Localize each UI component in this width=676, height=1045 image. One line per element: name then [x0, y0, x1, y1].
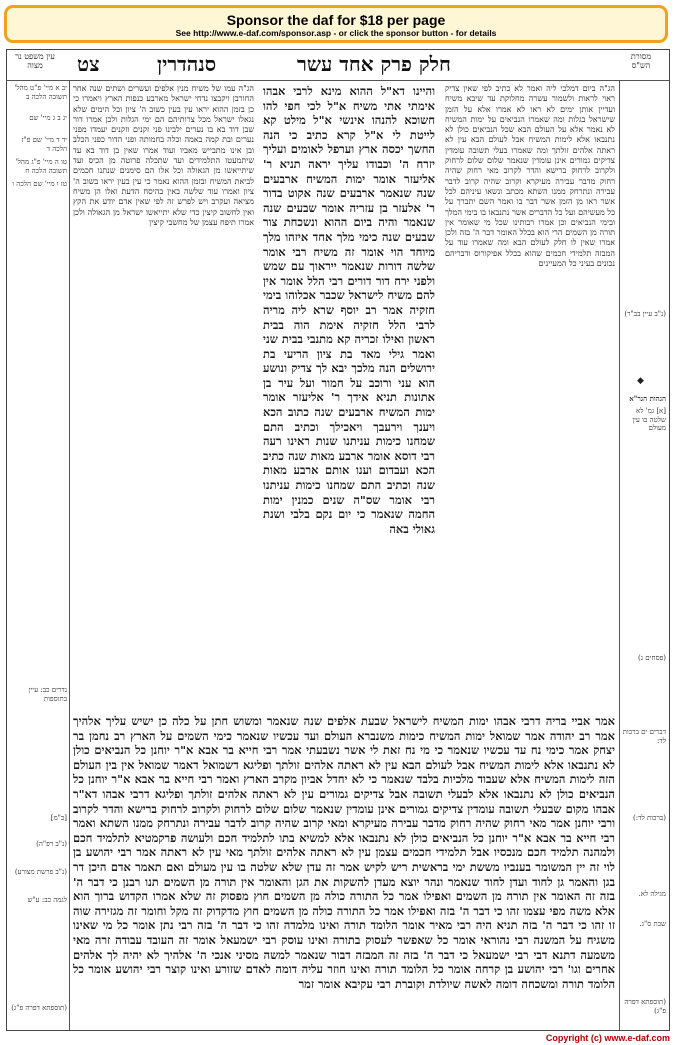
sponsor-banner-subtitle[interactable]: See http://www.e-daf.com/sponsor.asp - or click the sponsor button - for details: [175, 28, 497, 38]
ein-mishpat-note: יד ד מיי' שם פ"ז הלכה ד: [21, 136, 67, 153]
chapter-name: חלק פרק אחד עשר: [297, 52, 451, 76]
rashi-column: הג"ה ביום דמלכי ליה ואמר לא כתיב לפי שאין צדיק ראוי לראות ולשמור עשרה מחלוקת עד שיבא משיח ועדיין אותן ימים לא ראו לא אמרו אלא על הזמן שישראל בגלות ומה שאמרו הנביאים על ימות המשיח לא נאמר אלא על העולם הבא שכל הנביאים כולן לא נתנבאו אלא לימות המשיח אבל לעולם הבא עין לא ראתה אלהים זולתך ומה שאמרו בעלי תשובה עומדין צדיקים גמורים אינן עומדין שנאמר שלום שלום לרחוק ולקרוב לרחוק ברישא והדר לקרוב מאי רחוק שהיה רחוק מדבר עבירה מעיקרא וקרוב שהיה קרוב לדבר עבירה ונתרחק ממנו השתא מכתב ונשאו עיניהם לכל אשר ראו מן הזמן אשר דבר בו ואמר השם יתברך על כל מעשיהם ועל כל הדברים אשר נתנבאו בו בימי המלך ובימי הנביאים וכן אמרו רבותינו שכל מי שאומר אין תורה מן השמים הרי הוא בכלל האומר דבר ה' בזה ולכן אמרו שאין לו חלק לעולם הבא ומה שאמרו עוד על המבזה תלמידי חכמים שהוא בכלל אפיקורוס ודבריהם נכונים בעיני כל המעיינים: [445, 84, 615, 269]
masoret-note: דברים ים ברכות לד:: [622, 728, 666, 745]
ein-mishpat-label: עין משפט נר מצוה: [15, 52, 55, 70]
ein-mishpat-note: נדרים כב: עיין בתוספות: [28, 686, 67, 703]
tosafot-column: הג"ה עמו של משיח מנין אלפים ועשרים ושתים שנה אחר החורבן ויקבצו נדחי ישראל מארבע כנפות הארץ ויאמרו כי כן בזמן ההוא יראו עין בעין כשוב ה' ציון וכל הימים שלא נגאלו ישראל מכל צרותיהם הם ימי הגלות ולכן אמרו דור שבן דוד בא בו נערים ילבינו פני זקנים וזקנים יעמדו מפני נערים ובת קמה באמה וכלה בחמותה ופני הדור כפני הכלב ובן אינו מתבייש מאביו ועוד אמרו שאין בן דוד בא עד שיתמעטו התלמידים ועד שתכלה פרוטה מן הכיס ועד שיתייאשו מן הגאולה וכל אלו הם סימנים שנתנו חכמים לביאת המשיח ובזמן ההוא נאמר כי עין בעין יראו בשוב ה' ציון ואמרו עוד שלשה באין בהיסח הדעת ואלו הן משיח מציאה ועקרב ויש לפרש זה לפי שאין אדם יודע את הקץ ואין לחשוב קיצין כדי שלא יתייאשו ישראל מן הגאולה ולכן אמרו תיפח עצמן של מחשבי קיצין: [73, 84, 254, 227]
ein-mishpat-note: יב א מיי' פ"ט מהל' תשובה הלכה ב: [14, 84, 67, 101]
left-margin-divider: [69, 81, 70, 1031]
page-header: [7, 50, 669, 80]
ein-mishpat-note: טו ה מיי' פ"ג מהל' תשובה הלכה ח: [15, 158, 67, 175]
right-margin-divider: [619, 81, 620, 1031]
ein-mishpat-note: לגמה כב: ע"ש: [27, 896, 67, 904]
masoret-note: (תוספתא דפרה פ"ג): [624, 998, 666, 1015]
talmud-page: [6, 49, 670, 1031]
masoret-note: (פסחים נ): [638, 654, 666, 662]
header-divider: [7, 80, 669, 81]
ein-mishpat-note: יג ב ג מיי' שם: [29, 114, 67, 122]
page-number: צט: [77, 52, 100, 76]
masoret-hashas-label: מסורת הש"ס: [630, 52, 652, 70]
sponsor-banner-title[interactable]: Sponsor the daf for $18 per page: [226, 12, 446, 28]
masoret-note: מגילה לא.: [638, 890, 666, 898]
hagahot-title: הגהות הגר"א: [629, 394, 666, 403]
masoret-note: (ברכות לד:): [633, 814, 666, 822]
tractate-name: סנהדרין: [157, 52, 217, 76]
gemara-lower-block: אמר אביי בריה דרבי אבהו ימות המשיח לישראל שבעת אלפים שנה שנאמר ומשוש חתן על כלה כן ישיש עליך אלהיך אמר רב יהודה אמר שמואל ימות המשיח כימות משנברא העולם ועד עכשיו שנאמר כימי השמים על הארץ רב נחמן בר יצחק אמר כימי נח עד עכשיו שנאמר כי מי נח זאת לי אשר נשבעתי אמר רבי חייא בר אבא א"ר יוחנן כל הנביאים כולן לא נתנבאו אלא לימות המשיח אבל לעולם הבא עין לא ראתה אלהים זולתך ופליגא דשמואל דאמר שמואל אין בין העולם הזה לימות המשיח אלא שעבוד מלכיות בלבד שנאמר כי לא יחדל אביון מקרב הארץ ואמר רבי חייא בר אבא א"ר יוחנן כל הנביאים כולן לא נתנבאו אלא לבעלי תשובה אבל צדיקים גמורים עין לא ראתה אלהים זולתך ופליגא דרבי אבהו דא"ר אבהו מקום שבעלי תשובה עומדין צדיקים גמורים אינן עומדין שנאמר שלום שלום לרחוק ולקרוב לרחוק ברישא והדר לקרוב ורבי יוחנן אמר מאי רחוק שהיה רחוק מדבר עבירה מעיקרא ומאי קרוב שהיה קרוב לדבר עבירה ונתרחק ממנו השתא ואמר רבי חייא בר אבא א"ר יוחנן כל הנביאים כולן לא נתנבאו אלא למשיא בתו לתלמיד חכם ולעושה פרקמטיא לתלמיד חכם ולמהנה תלמיד חכם מנכסיו אבל תלמידי חכמים עצמן עין לא ראתה אלהים זולתך מאי עין לא ראתה אמר רבי יהושע בן לוי זה יין המשומר בענביו מששת ימי בראשית ריש לקיש אמר זה עדן שלא שלטה בו עין מעולם ואם תאמר אדם היכן דר בגן והאמר גן לחוד ועדן לחוד שנאמר ונהר יוצא מעדן להשקות את הגן והאומר אין תורה מן השמים תנו רבנן כי דבר ה' בזה זה האומר אין תורה מן השמים ואפילו אמר כל התורה כולה מן השמים חוץ מפסוק זה שלא אמרו הקדוש ברוך הוא אלא משה מפי עצמו זהו כי דבר ה' בזה ואפילו אמר כל התורה כולה מן השמים חוץ מדקדוק זה מקל וחומר זה מגזירה שוה זו זהו כי דבר ה' בזה תניא היה רבי מאיר אומר הלומד תורה ואינו מלמדה זהו כי דבר ה' בזה רבי נתן אומר כל מי שאינו משגיח על המשנה רבי נהוראי אומר כל שאפשר לעסוק בתורה ואינו עוסק רבי ישמעאל אומר זה העובד עבודה זרה מאי משמעה דתנא דבי רבי ישמעאל כי דבר ה' בזה זה המבזה דבור שנאמר למשה מסיני אנכי ה' אלהיך לא יהיה לך אלהים אחרים וגו' רבי יהושע בן קרחה אומר כל הלומד תורה ואינו חוזר עליה דומה לאדם שזורע ואינו קוצר רבי יהושע אומר כל הלומד תורה ומשכחה דומה לאשה שיולדת וקוברת רבי עקיבא אומר זמר: [73, 714, 615, 991]
ein-mishpat-note: [כ"מ]: [50, 814, 67, 822]
ein-mishpat-note: (נ"ב פרשת מצורע): [14, 868, 67, 876]
sponsor-banner[interactable]: [4, 5, 668, 43]
copyright-notice: Copyright (c) www.e-daf.com: [545, 1033, 670, 1043]
masoret-note: (נ"ב עיין בב"ר): [624, 310, 666, 318]
diamond-marker-icon: ◆: [637, 376, 644, 386]
hagahot-note: [א] גמ' לא שלטה בו עין מעולם: [632, 407, 666, 433]
ein-mishpat-note: (נ"ב דפ"ה): [36, 840, 67, 848]
gemara-column: והיינו דא"ל ההוא מינא לרבי אבהו אימתי אתי משיח א"ל לכי חפי להו חשוכא להנהו אינשי א"ל מילט קא לייטת לי א"ל קרא כתיב כי הנה החשך יכסה ארץ וערפל לאומים ועליך יזרח ה' וכבודו עליך יראה תניא ר' אליעזר אומר ימות המשיח ארבעים שנה שנאמר ארבעים שנה אקוט בדור ר' אלעזר בן עזריה אומר שבעים שנה שנאמר והיה ביום ההוא ונשכחת צור שבעים שנה כימי מלך אחד איזהו מלך מיוחד הוי אומר זה משיח רבי אומר שלשה דורות שנאמר ייראוך עם שמש ולפני ירח דור דורים רבי הלל אומר אין להם משיח לישראל שכבר אכלוהו בימי חזקיה אמר רב יוסף שרא ליה מריה לרבי הלל חזקיה אימת הוה בבית ראשון ואילו זכריה קא מתנבי בבית שני ואמר גילי מאד בת ציון הריעי בת ירושלים הנה מלכך יבא לך צדיק ונושע הוא עני ורוכב על חמור ועל עיר בן אתונות תניא אידך ר' אליעזר אומר ימות המשיח ארבעים שנה כתוב הכא ויענך וירעבך ויאכילך וכתיב התם שמחנו כימות עניתנו שנות ראינו רעה רבי דוסא אומר ארבע מאות שנה כתיב הכא ועבדום וענו אותם ארבע מאות שנה וכתיב התם שמחנו כימות עניתנו רבי אומר שס"ה שנים כמנין ימות החמה שנאמר כי יום נקם בלבי ושנת גאולי באה: [263, 84, 435, 536]
ein-mishpat-note: (תוספתא דפרה פ"ג): [11, 1004, 67, 1012]
ein-mishpat-note: טז ו מיי' שם הלכה ו: [12, 180, 67, 188]
masoret-note: שבת ס"ג.: [639, 920, 666, 928]
